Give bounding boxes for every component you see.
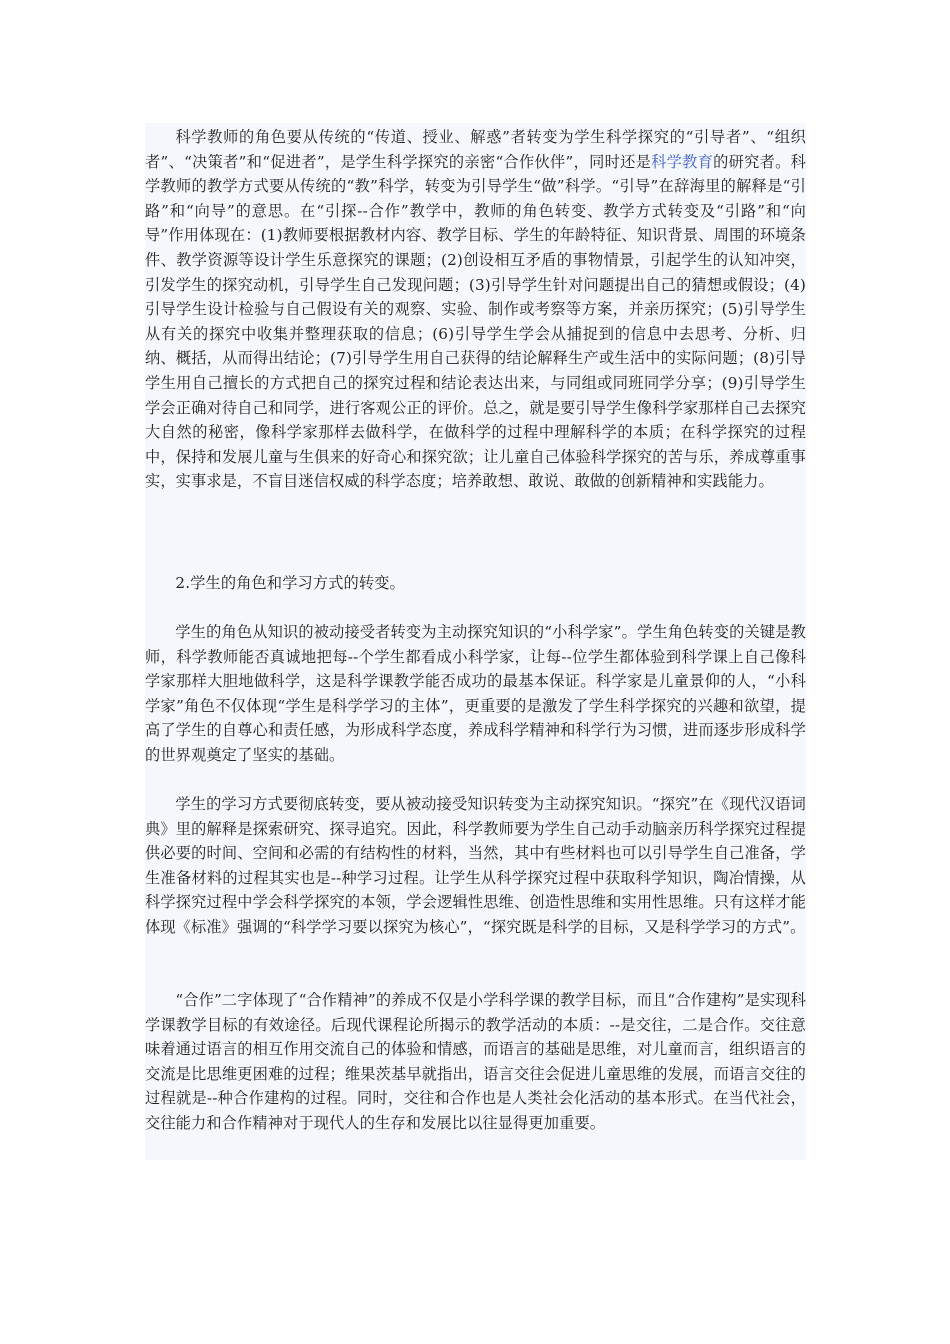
section-heading-student-role: 2.学生的角色和学习方式的转变。 (175, 574, 405, 592)
science-education-link[interactable]: 科学教育 (651, 152, 714, 171)
paragraph-text: 的研究者。科学教师的教学方式要从传统的“教”科学，转变为引导学生“做”科学。“引导”在辞海里的解释是“引路”和“向导”的意思。在“引探--合作”教学中，教师的角色转变、教学方式转变及“引路”和“向导”作用体现在：(1)教师要根据教材内容、教学目标、学生的年龄特征、知识背景、周围的环境条件、教学资源等设计学生乐意探究的课题；(2)创设相互矛盾的事物情景，引起学生的认知冲突，引发学生的探究动机，引导学生自己发现问题；(3)引导学生针对问题提出自己的猜想或假设；(4)引导学生设计检验与自己假设有关的观察、实验、制作或考察等方案，并亲历探究；(5)引导学生从有关的探究中收集并整理获取的信息；(6)引导学生学会从捕捉到的信息中去思考、分析、归纳、概括，从而得出结论；(7)引导学生用自己获得的结论解释生产或生活中的实际问题；(8)引导学生用自己擅长的方式把自己的探究过程和结论表达出来，与同组或同班同学分享；(9)引导学生学会正确对待自己和同学，进行客观公正的评价。总之，就是要引导学生像科学家那样自己去探究大自然的秘密，像科学家那样去做科学，在做科学的过程中理解科学的本质；在科学探究的过程中，保持和发展儿童与生俱来的好奇心和探究欲；让儿童自己体验科学探究的苦与乐，养成尊重事实，实事求是，不盲目迷信权威的科学态度；培养敢想、敢说、敢做的创新精神和实践能力。 (145, 152, 806, 491)
paragraph-student-role: 学生的角色从知识的被动接受者转变为主动探究知识的“小科学家”。学生角色转变的关键是教师，科学教师能否真诚地把每--个学生都看成小科学家，让每--位学生都体验到科学课上自己像科学家那样大胆地做科学，这是科学课教学能否成功的最基本保证。科学家是儿童景仰的人，“小科学家”角色不仅体现“学生是科学学习的主体”，更重要的是激发了学生科学探究的兴趣和欲望，提高了学生的自尊心和责任感，为形成科学态度，养成科学精神和科学行为习惯，进而逐步形成科学的世界观奠定了坚实的基础。 (145, 623, 806, 764)
paragraph-teacher-role (145, 125, 806, 494)
paragraph-text: 科学教师的角色要从传统的“传道、授业、解惑”者转变为学生科学探究的“引导者”、“组织者”、“决策者”和“促进者”，是学生科学探究的亲密“合作伙伴”，同时还是 (145, 128, 806, 171)
paragraph-learning-style: 学生的学习方式要彻底转变，要从被动接受知识转变为主动探究知识。“探究”在《现代汉语词典》里的解释是探索研究、探寻追究。因此，科学教师要为学生自己动手动脑亲历科学探究过程提供必要的时间、空间和必需的有结构性的材料，当然，其中有些材料也可以引导学生自己准备，学生准备材料的过程其实也是--种学习过程。让学生从科学探究过程中获取科学知识，陶冶情操，从科学探究过程中学会科学探究的本领，学会逻辑性思维、创造性思维和实用性思维。只有这样才能体现《标准》强调的“科学学习要以探究为核心”，“探究既是科学的目标，又是科学学习的方式”。 (145, 795, 806, 936)
paragraph-cooperation: “合作”二字体现了“合作精神”的养成不仅是小学科学课的教学目标，而且“合作建构”是实现科学课教学目标的有效途径。后现代课程论所揭示的教学活动的本质：--是交往，二是合作。交往意味着通过语言的相互作用交流自己的体验和情感，而语言的基础是思维，对儿童而言，组织语言的交流是比思维更困难的过程；维果茨基早就指出，语言交往会促进儿童思维的发展，而语言交往的过程就是--种合作建构的过程。同时，交往和合作也是人类社会化活动的基本形式。在当代社会，交往能力和合作精神对于现代人的生存和发展比以往显得更加重要。 (145, 991, 806, 1132)
